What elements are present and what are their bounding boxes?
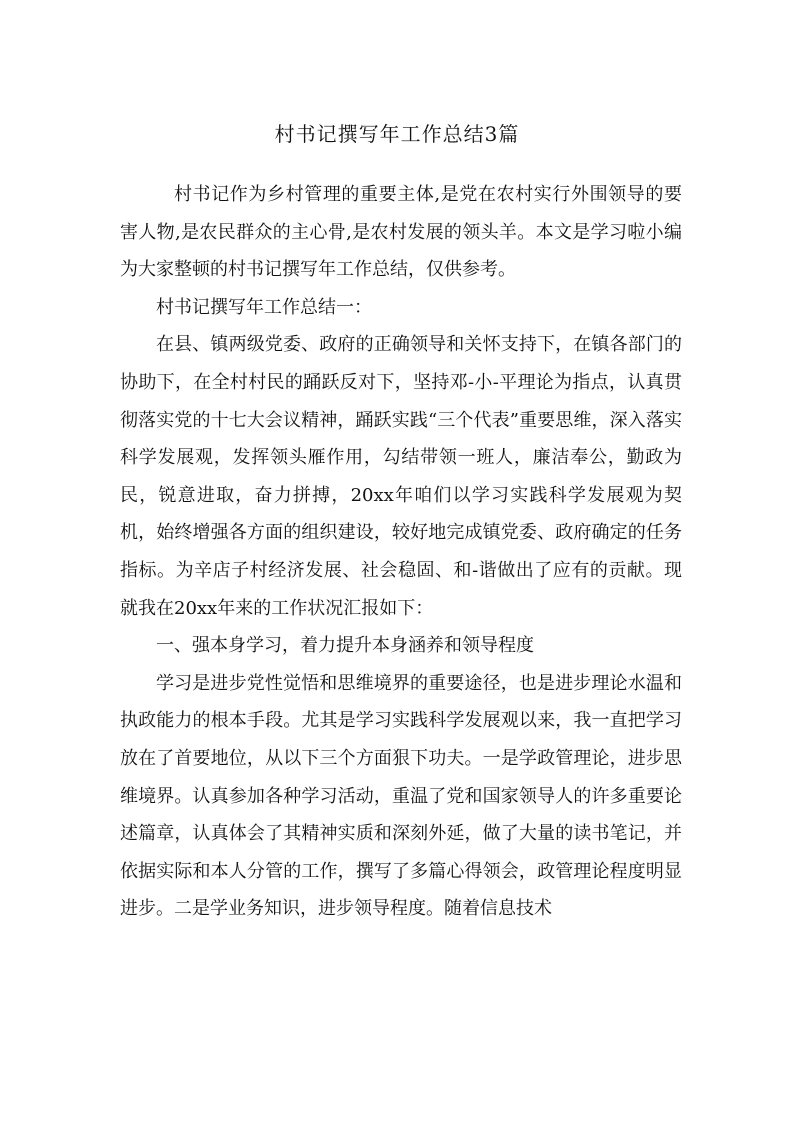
document-title: 村书记撰写年工作总结3篇: [274, 122, 520, 146]
subsection-heading: 一、强本身学习，着力提升本身涵养和领导程度: [156, 635, 534, 657]
intro-paragraph: 村书记作为乡村管理的重要主体,是党在农村实行外围领导的要害人物,是农民群众的主心骨,是农村发展的领头羊。本文是学习啦小编为大家整顿的村书记撰写年工作总结，仅供参考。: [120, 184, 682, 281]
body-paragraph: 在县、镇两级党委、政府的正确领导和关怀支持下，在镇各部门的协助下，在全村村民的踊跃反对下，坚持邓-小-平理论为指点，认真贯彻落实党的十七大会议精神，踊跃实践“三个代表”重要思维，深入落实科学发展观，发挥领头雁作用，勾结带领一班人，廉洁奉公，勤政为民，锐意进取，奋力拼搏，20xx年咱们以学习实践科学发展观为契机，始终增强各方面的组织建设，较好地完成镇党委、政府确定的任务指标。为辛店子村经济发展、社会稳固、和-谐做出了应有的贡献。现就我在20xx年来的工作状况汇报如下：: [120, 334, 682, 619]
body-paragraph: 学习是进步党性觉悟和思维境界的重要途径，也是进步理论水温和执政能力的根本手段。尤其是学习实践科学发展观以来，我一直把学习放在了首要地位，从以下三个方面狠下功夫。一是学政管理论，进步思维境界。认真参加各种学习活动，重温了党和国家领导人的许多重要论述篇章，认真体会了其精神实质和深刻外延，做了大量的读书笔记，并依据实际和本人分管的工作，撰写了多篇心得领会，政管理论程度明显进步。二是学业务知识，进步领导程度。随着信息技术: [120, 672, 682, 920]
document-body: [120, 176, 682, 928]
section-heading: 村书记撰写年工作总结一：: [156, 296, 372, 318]
